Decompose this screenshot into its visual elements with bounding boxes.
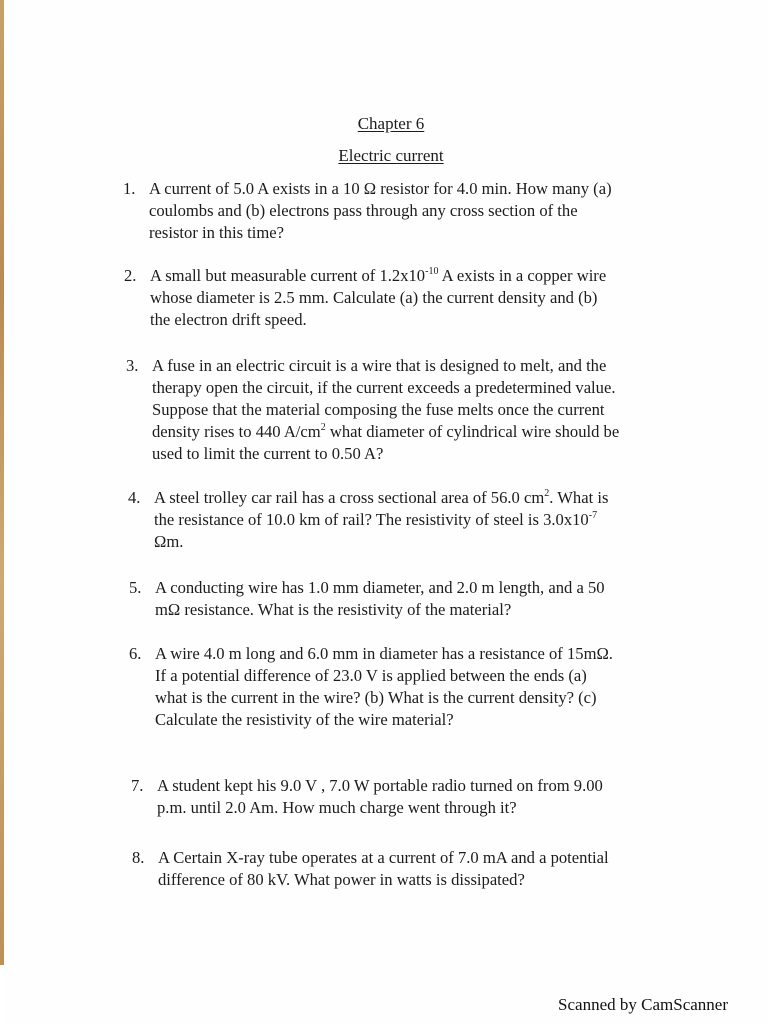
question-line: mΩ resistance. What is the resistivity of the material? (155, 600, 512, 619)
question-5 (129, 577, 699, 621)
question-line: used to limit the current to 0.50 A? (152, 444, 384, 463)
question-line (152, 421, 694, 443)
question-text: A small but measurable current of 1.2x10 (150, 266, 426, 285)
question-number: 7. (131, 776, 144, 795)
question-number: 5. (129, 578, 142, 597)
question-line (154, 487, 696, 509)
question-text: . What is (549, 488, 609, 507)
question-line: Calculate the resistivity of the wire material? (155, 710, 454, 729)
question-number: 3. (126, 356, 139, 375)
question-text: A exists in a copper wire (438, 266, 607, 285)
question-line: whose diameter is 2.5 mm. Calculate (a) the current density and (b) (150, 288, 598, 307)
chapter-subtitle: Electric current (338, 146, 444, 165)
question-line: therapy open the circuit, if the current exceeds a predetermined value. (152, 378, 616, 397)
question-line: the electron drift speed. (150, 310, 307, 329)
question-line: A Certain X-ray tube operates at a current of 7.0 mA and a potential (158, 848, 609, 867)
question-number: 6. (129, 644, 142, 663)
question-line: difference of 80 kV. What power in watts is dissipated? (158, 870, 525, 889)
question-line (154, 509, 696, 531)
question-number: 4. (128, 488, 141, 507)
question-text: density rises to 440 A/cm (152, 422, 321, 441)
question-line: Suppose that the material composing the fuse melts once the current (152, 400, 605, 419)
question-3 (126, 355, 694, 465)
question-line: A fuse in an electric circuit is a wire that is designed to melt, and the (152, 356, 607, 375)
exponent: -10 (425, 266, 439, 277)
exponent: 2 (320, 422, 326, 433)
question-number: 2. (124, 266, 137, 285)
question-6 (129, 643, 702, 731)
question-line: resistor in this time? (149, 223, 285, 242)
question-line: p.m. until 2.0 Am. How much charge went through it? (157, 798, 517, 817)
scanner-watermark: Scanned by CamScanner (558, 995, 728, 1014)
question-line: A conducting wire has 1.0 mm diameter, and 2.0 m length, and a 50 (155, 578, 605, 597)
question-line: A wire 4.0 m long and 6.0 mm in diameter has a resistance of 15mΩ. (155, 644, 613, 663)
chapter-title: Chapter 6 (357, 114, 425, 133)
exponent: -7 (588, 510, 598, 521)
question-2 (124, 265, 691, 331)
question-text: what diameter of cylindrical wire should be (325, 422, 620, 441)
question-8 (132, 847, 705, 891)
question-line (150, 265, 691, 287)
question-4 (128, 487, 696, 553)
question-number: 1. (123, 179, 136, 198)
question-line: what is the current in the wire? (b) What is the current density? (c) (155, 688, 597, 707)
question-number: 8. (132, 848, 145, 867)
question-line: coulombs and (b) electrons pass through any cross section of the (149, 201, 578, 220)
question-text: the resistance of 10.0 km of rail? The resistivity of steel is 3.0x10 (154, 510, 589, 529)
question-text: A steel trolley car rail has a cross sectional area of 56.0 cm (154, 488, 545, 507)
question-line: A current of 5.0 A exists in a 10 Ω resistor for 4.0 min. How many (a) (149, 179, 612, 198)
question-line: A student kept his 9.0 V , 7.0 W portable radio turned on from 9.00 (157, 776, 603, 795)
exponent: 2 (544, 488, 550, 499)
question-line: Ωm. (154, 532, 184, 551)
question-7 (131, 775, 705, 819)
question-line: If a potential difference of 23.0 V is applied between the ends (a) (155, 666, 587, 685)
question-1 (123, 178, 689, 244)
